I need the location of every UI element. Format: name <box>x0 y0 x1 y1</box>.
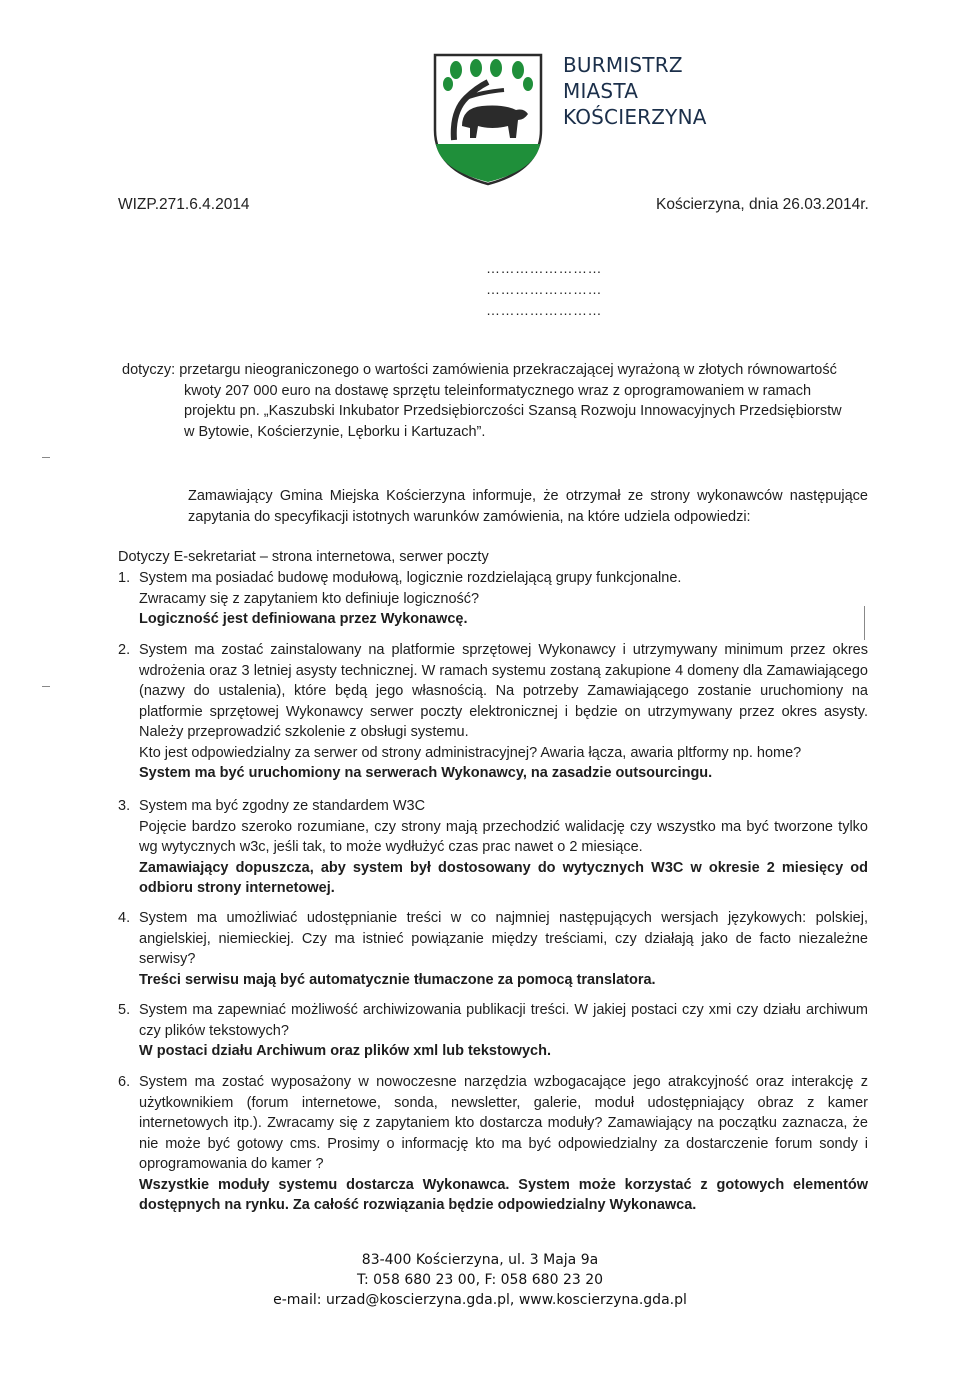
qa-answer: Wszystkie moduły systemu dostarcza Wykonawca. System może korzystać z gotowych elementów dostępnych na rynku. Za całość rozwiązania będzie odpowiedzialny Wykonawca. <box>139 1176 868 1213</box>
footer-phone: T: 058 680 23 00, F: 058 680 23 20 <box>356 1272 604 1288</box>
qa-question: System ma zostać wyposażony w nowoczesne narzędzia wzbogacające jego atrakcyjność oraz interakcję z użytkownikiem (forum internetowe, sonda, newsletter, galerie, moduł udostępniający obraz z kamer internetowych itp.). Zwracamy się z zapytaniem kto dostarcza moduły? Zamawiający na początku zaznacza, że nie może być gotowy cms. Prosimy o informację kto ma być odpowiedzialny za dostarczenie forum sondy i oprogramowania do kamer ? <box>139 1074 868 1172</box>
qa-number: 4. <box>118 910 131 926</box>
qa-item <box>118 1000 868 1062</box>
qa-number: 2. <box>118 642 131 658</box>
qa-followup: Kto jest odpowiedzialny za serwer od strony administracyjnej? Awaria łącza, awaria pltformy np. home? <box>139 744 802 761</box>
qa-item <box>118 640 868 784</box>
qa-answer: Zamawiający dopuszcza, aby system był dostosowany do wytycznych W3C w okresie 2 miesięcy od odbioru strony internetowej. <box>139 859 868 896</box>
qa-item <box>118 568 868 630</box>
qa-item <box>118 1072 868 1216</box>
subject-paragraph <box>122 360 867 442</box>
qa-number: 5. <box>118 1002 131 1018</box>
qa-number: 3. <box>118 798 131 814</box>
topic-line: Dotyczy E-sekretariat – strona internetowa, serwer poczty <box>118 549 489 565</box>
subject-line: w Bytowie, Kościerzynie, Lęborku i Kartuzach”. <box>184 423 486 440</box>
qa-number: 1. <box>118 570 131 586</box>
qa-item <box>118 796 868 899</box>
qa-question: System ma umożliwiać udostępnianie treści w co najmniej następujących wersjach językowych: polskiej, angielskiej, niemieckiej. Czy ma istnieć powiązanie między treściami, czy działają jako de facto niezależne serwisy? <box>139 910 868 967</box>
issuer-title <box>563 52 707 130</box>
intro-paragraph <box>118 486 868 527</box>
footer-address: 83-400 Kościerzyna, ul. 3 Maja 9a <box>361 1252 599 1268</box>
intro-text: Zamawiający Gmina Miejska Kościerzyna informuje, że otrzymał ze strony wykonawców następujące zapytania do specyfikacji istotnych warunków zamówienia, na które udziela odpowiedzi: <box>188 488 868 525</box>
qa-followup: Zwracamy się z zapytaniem kto definiuje logiczność? <box>139 590 480 607</box>
subject-line: dotyczy: przetargu nieograniczonego o wartości zamówienia przekraczającej wyrażoną w złotych równowartość <box>122 362 837 378</box>
place-and-date: Kościerzyna, dnia 26.03.2014r. <box>656 196 869 213</box>
qa-question: System ma być zgodny ze standardem W3C <box>139 798 426 814</box>
issuer-title-line: BURMISTRZ <box>563 53 683 77</box>
scan-mark <box>42 457 50 458</box>
recipient-dots-line: …………………… <box>486 281 602 297</box>
qa-question: System ma zapewniać możliwość archiwizowania publikacji treści. W jakiej postaci czy xmi czy działu archiwum czy plików tekstowych? <box>139 1002 868 1039</box>
city-crest-logo <box>432 52 544 186</box>
qa-answer: Treści serwisu mają być automatycznie tłumaczone za pomocą translatora. <box>139 971 656 988</box>
qa-question: System ma zostać zainstalowany na platformie sprzętowej Wykonawcy i utrzymywany minimum przez okres wdrożenia oraz 3 letniej asysty technicznej. W ramach systemu zostaną zakupione 4 domeny dla Zamawiającego (nazwy do ustalenia), które będą jego własnością. Na potrzeby Zamawiającego zostanie uruchomiony na platformie sprzętowej Wykonawcy serwer poczty elektronicznej i będzie on utrzymywany przez okres asysty. Należy przeprowadzić szkolenie z obsługi systemu. <box>139 642 868 740</box>
recipient-dots-line: …………………… <box>486 260 602 276</box>
subject-line: projektu pn. „Kaszubski Inkubator Przedsiębiorczości Szansą Rozwoju Innowacyjnych Przedsiębiorstw <box>184 403 842 419</box>
recipient-address-placeholder <box>486 258 602 321</box>
qa-followup: Pojęcie bardzo szeroko rozumiane, czy strony mają przechodzić walidację czy wszystko ma być tworzone tylko wg wytycznych w3c, jeśli tak, to może wydłużyć czas prac nawet o 2 miesiące. <box>139 818 868 855</box>
qa-answer: Logiczność jest definiowana przez Wykonawcę. <box>139 611 468 627</box>
footer-contact: e-mail: urzad@koscierzyna.gda.pl, www.koscierzyna.gda.pl <box>273 1292 687 1308</box>
qa-answer: System ma być uruchomiony na serwerach Wykonawcy, na zasadzie outsourcingu. <box>139 765 713 781</box>
scan-mark <box>864 606 865 640</box>
qa-question: System ma posiadać budowę modułową, logicznie rozdzielającą grupy funkcjonalne. <box>139 570 682 586</box>
issuer-title-line: KOŚCIERZYNA <box>563 105 707 129</box>
recipient-dots-line: …………………… <box>486 302 602 318</box>
subject-line: kwoty 207 000 euro na dostawę sprzętu teleinformatycznego wraz z oprogramowaniem w ramach <box>184 382 812 399</box>
reference-number: WIZP.271.6.4.2014 <box>118 196 250 213</box>
qa-number: 6. <box>118 1074 131 1090</box>
qa-item <box>118 908 868 990</box>
scan-mark <box>42 686 50 687</box>
issuer-title-line: MIASTA <box>563 79 639 103</box>
qa-answer: W postaci działu Archiwum oraz plików xml lub tekstowych. <box>139 1043 551 1059</box>
